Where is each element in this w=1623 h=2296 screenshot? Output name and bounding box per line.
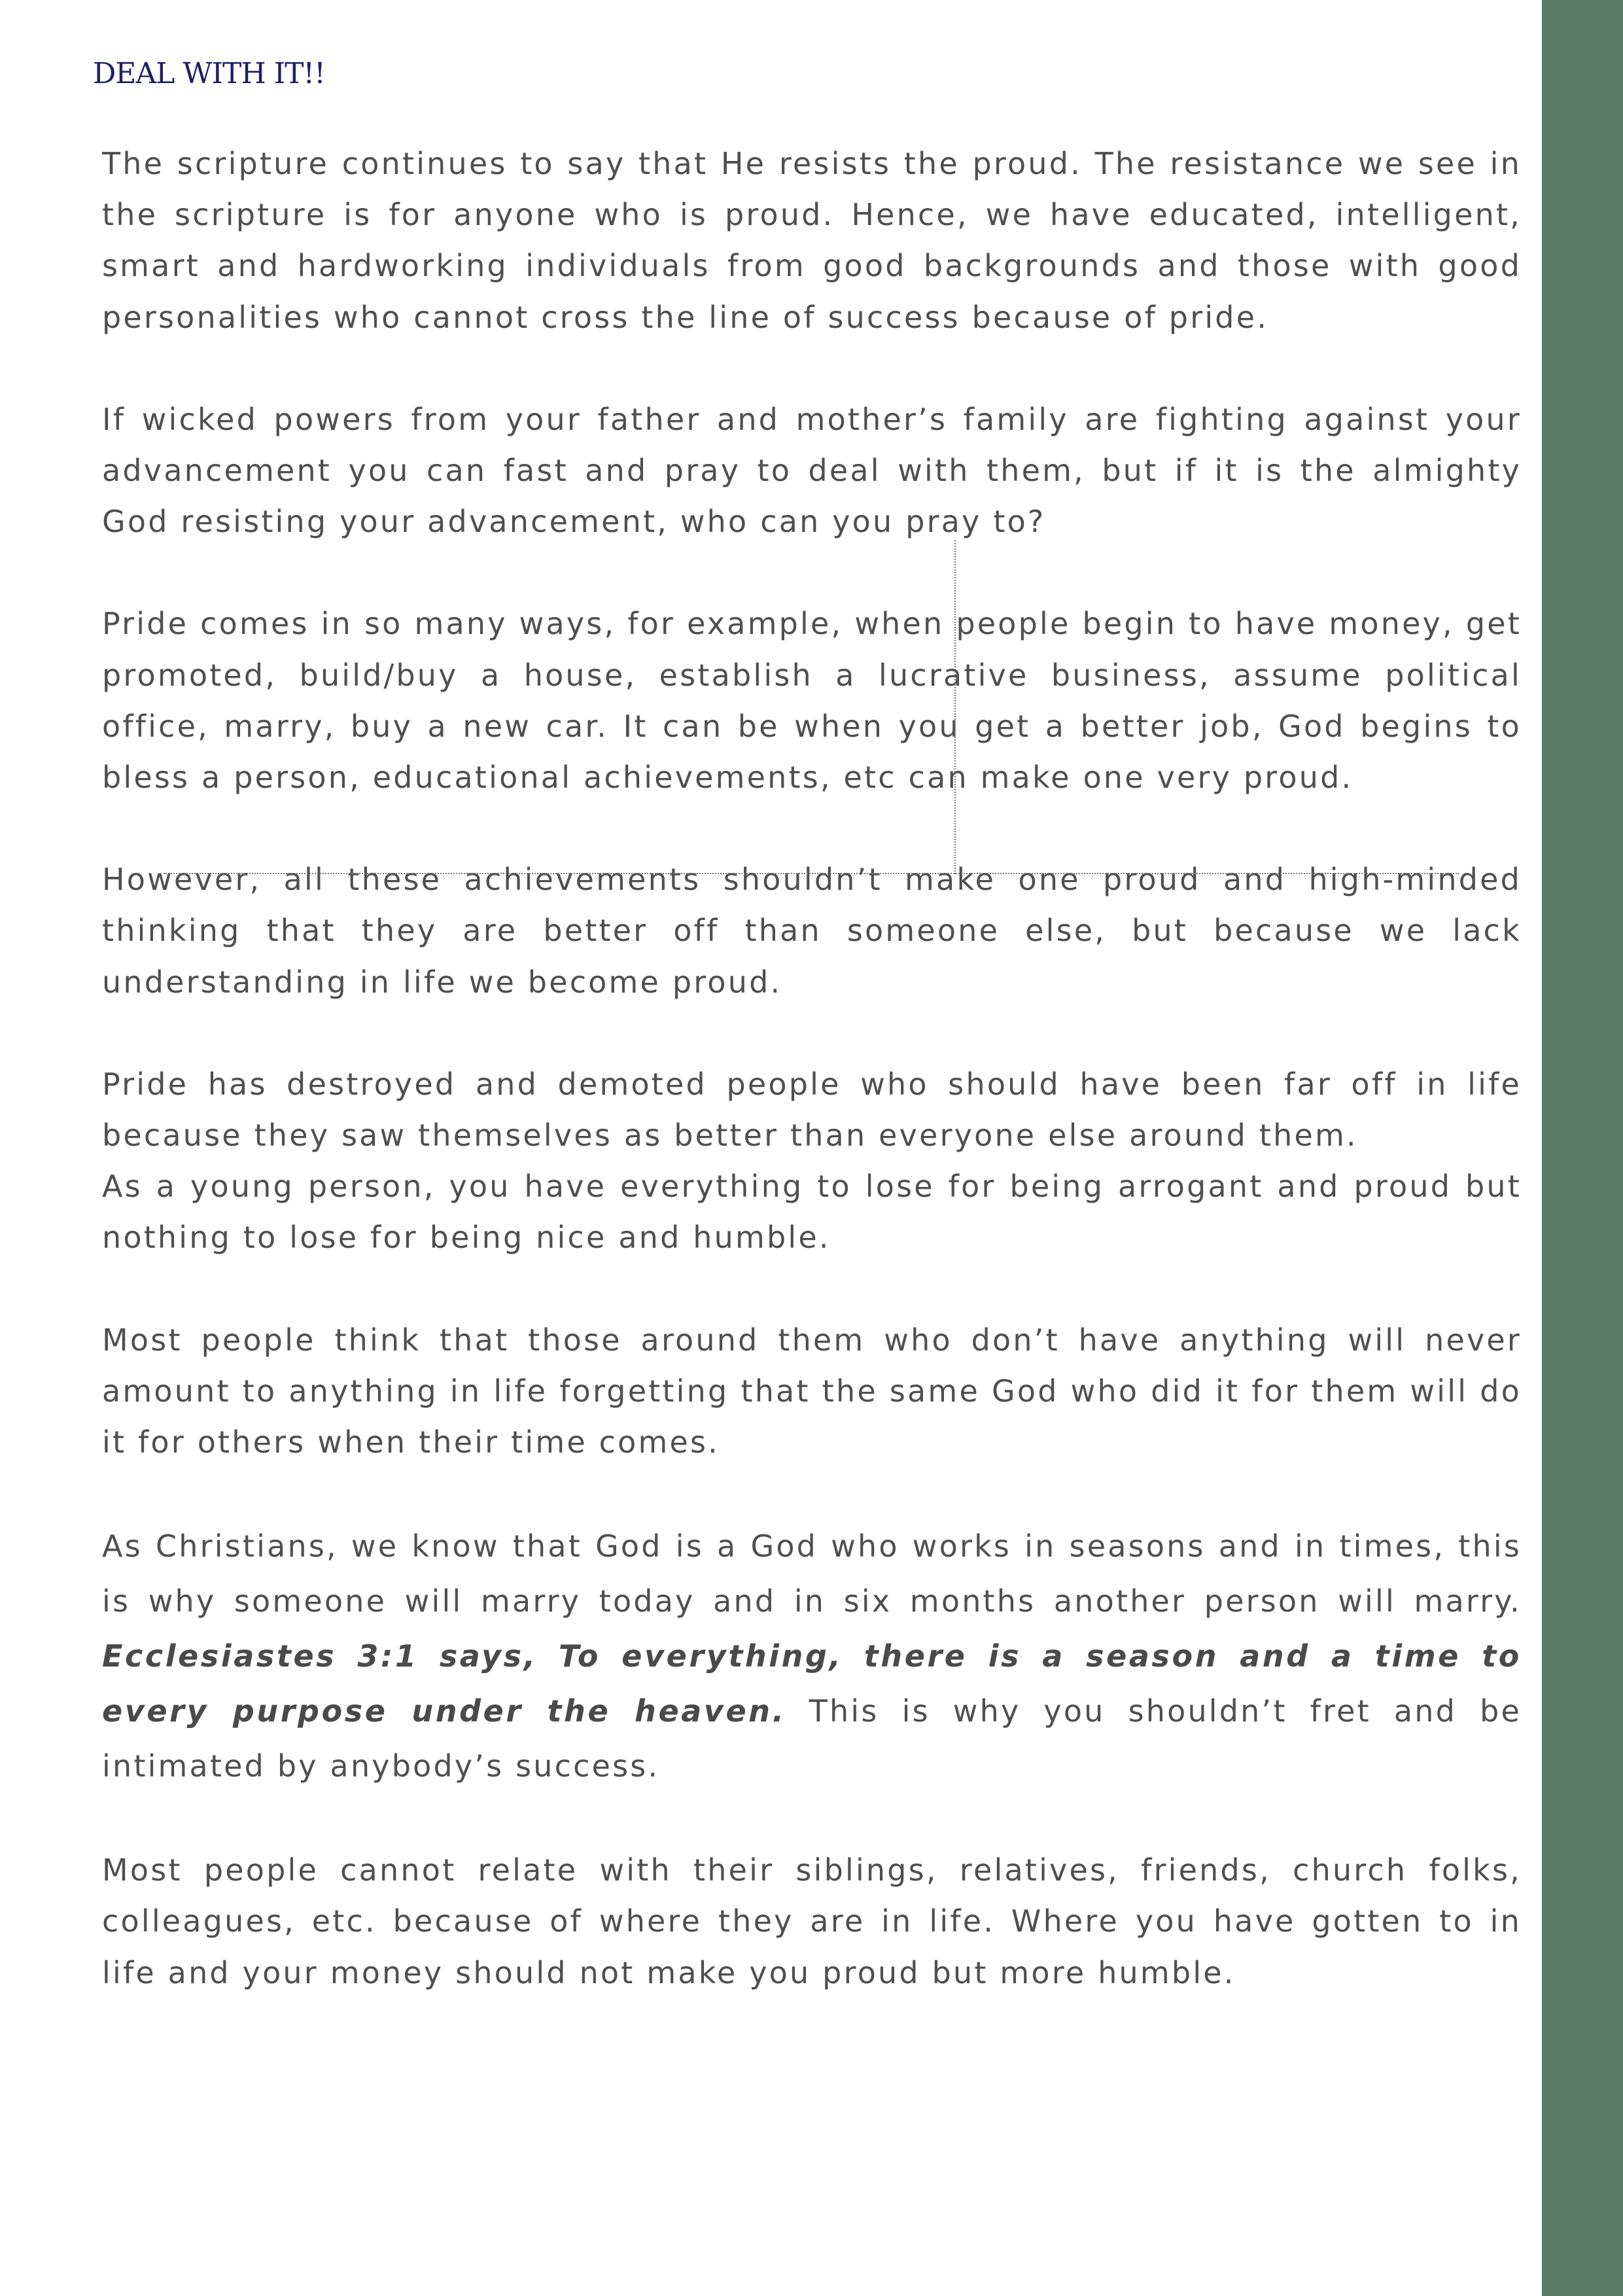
page-header: DEAL WITH IT!! — [93, 57, 325, 90]
paragraph-others-time: Most people think that those around them who don’t have anything will never amount to anything in life forgetting that the same God who did it for them will do it for others when their time comes. — [102, 1322, 1522, 1460]
paragraph-young-person: As a young person, you have everything to lose for being arrogant and proud but nothing to lose for being nice and humble. — [102, 1169, 1522, 1256]
body-text — [102, 138, 1522, 2049]
paragraph-closing: Most people cannot relate with their siblings, relatives, friends, church folks, colleagues, etc. because of where they are in life. Where you have gotten to in life and your money should not make you proud but more humble. — [102, 1852, 1522, 1990]
paragraph-wicked-powers: If wicked powers from your father and mother’s family are fighting against your advancement you can fast and pray to deal with them, but if it is the almighty God resisting your advancement, who can you pray to? — [102, 401, 1522, 540]
paragraph-pride-resistance: The scripture continues to say that He resists the proud. The resistance we see in the scripture is for anyone who is proud. Hence, we have educated, intelligent, smart and hardworking individuals from good backgrounds and those with good personalities who cannot cross the line of success because of pride. — [102, 146, 1522, 335]
paragraph-pride-destroyed: Pride has destroyed and demoted people who should have been far off in life because they saw themselves as better than everyone else around them. — [102, 1066, 1522, 1154]
seasons-intro: As Christians, we know that God is a God who works in seasons and in times, this is why someone will marry today and in six months another person will marry. — [102, 1528, 1522, 1619]
scripture-quote: Ecclesiastes 3:1 says, To everything, there is a season and a time to every purpose under the heaven. — [102, 1638, 1522, 1729]
seasons-conclusion: This is why you shouldn’t fret and be intimated by anybody’s success. — [102, 1693, 1522, 1784]
paragraph-seasons — [102, 1519, 1522, 1793]
side-color-band — [1542, 0, 1623, 2296]
paragraph-pride-ways: Pride comes in so many ways, for example, when people begin to have money, get promoted, build/buy a house, establish a lucrative business, assume political office, marry, buy a new car. It can be when you get a better job, God begins to bless a person, educational achievements, etc can make one very proud. — [102, 606, 1522, 796]
vertical-guide-line — [954, 540, 956, 874]
paragraph-achievements: However, all these achievements shouldn’t make one proud and high-minded thinking that they are better off than someone else, but because we lack understanding in life we become proud. — [102, 862, 1522, 1000]
horizontal-guide-line — [164, 873, 1459, 874]
